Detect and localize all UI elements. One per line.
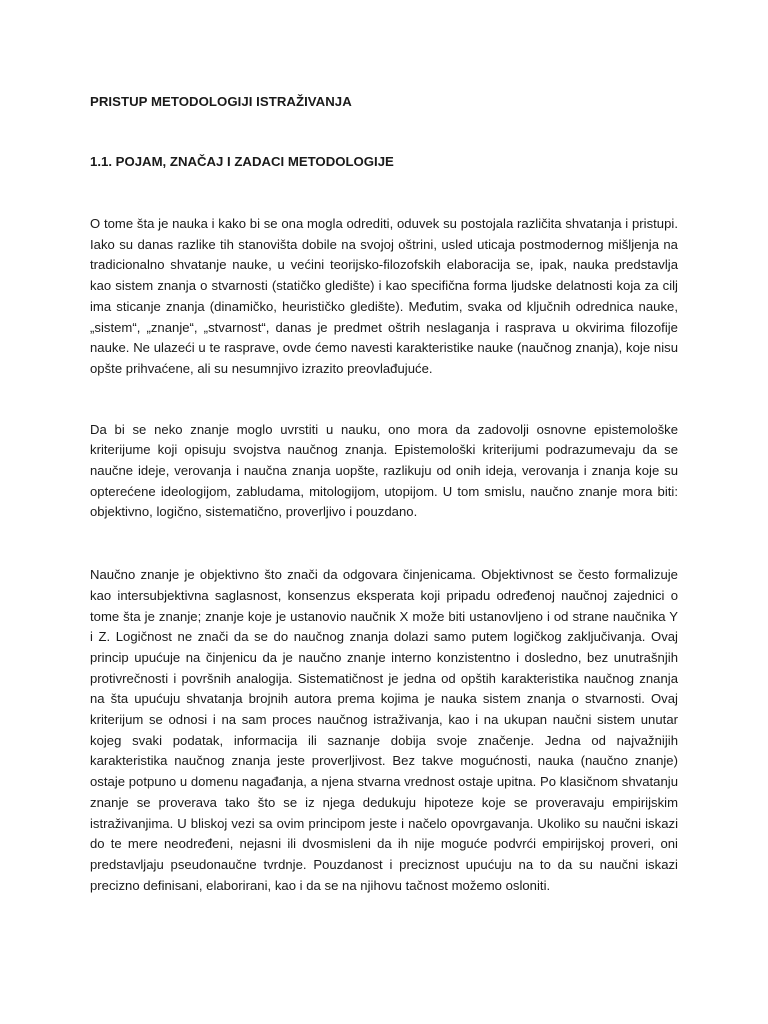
paragraph-2: Da bi se neko znanje moglo uvrstiti u nauku, ono mora da zadovolji osnovne epistemološke kriterijume koji opisuju svojstva naučnog znanja. Epistemološki kriterijumi podrazumevaju da se naučne ideje, verovanja i naučna znanja uopšte, razlikuju od onih ideja, verovanja i znanja koje su opterećene ideologijom, zabludama, mitologijom, utopijom. U tom smislu, naučno znanje mora biti: objektivno, logično, sistematično, proverljivo i pouzdano. — [90, 421, 678, 520]
document-title: PRISTUP METODOLOGIJI ISTRAŽIVANJA — [90, 94, 352, 109]
section-heading: 1.1. POJAM, ZNAČAJ I ZADACI METODOLOGIJE — [90, 154, 394, 169]
paragraph-3: Naučno znanje je objektivno što znači da odgovara činjenicama. Objektivnost se često formalizuje kao intersubjektivna saglasnost, konsenzus eksperata koji pripadu određenoj naučnoj zajednici o tome šta je znanje; znanje koje je ustanovio naučnik X može biti ustanovljeno i od strane naučnika Y i Z. Logičnost ne znači da se do naučnog znanja dolazi samo putem logičkog zaključivanja. Ovaj princip upućuje na činjenicu da je naučno znanje interno konzistentno i dosledno, bez unutrašnjih protivrečnosti i površnih analogija. Sistematičnost je jedna od opštih karakteristika naučnog znanja na šta upućuju shvatanja brojnih autora prema kojima je nauka sistem znanja o stvarnosti. Ovaj kriterijum se odnosi i na sam proces naučnog istraživanja, kao i na ukupan naučni sistem unutar kojeg svaki podatak, informacija ili saznanje dobija svoje značenje. Jedna od najvažnijih karakteristika naučnog znanja jeste proverljivost. Bez takve mogućnosti, nauka (naučno znanje) ostaje potpuno u domenu nagađanja, a njena stvarna vrednost ostaje upitna. Po klasičnom shvatanju znanje se proverava tako što se iz njega dedukuju hipoteze koje se proveravaju empirijskim istraživanjima. U bliskoj vezi sa ovim principom jeste i načelo opovrgavanja. Ukoliko su naučni iskazi do te mere neodređeni, nejasni ili dvosmisleni da ih nije moguće podvrći empirijskoj proveri, oni predstavljaju pseudonaučne tvrdnje. Pouzdanost i preciznost upućuju na to da su naučni iskazi precizno definisani, elaborirani, kao i da se na njihovu tačnost možemo osloniti. — [90, 567, 678, 893]
document-body — [90, 92, 678, 896]
paragraph-1: O tome šta je nauka i kako bi se ona mogla odrediti, oduvek su postojala različita shvatanja i pristupi. Iako su danas razlike tih stanovišta dobile na svojoj oštrini, usled uticaja postmodernog mišljenja na tradicionalno shvatanje nauke, u većini teorijsko-filozofskih elaboracija se, ipak, nauka predstavlja kao sistem znanja o stvarnosti (statičko gledište) i kao specifična forma ljudske delatnosti koja za cilj ima sticanje znanja (dinamičko, heurističko gledište). Međutim, svaka od ključnih odrednica nauke, „sistem“, „znanje“, „stvarnost“, danas je predmet oštrih neslaganja i rasprava u okvirima filozofije nauke. Ne ulazeći u te rasprave, ovde ćemo navesti karakteristike nauke (naučnog znanja), koje nisu opšte prihvaćene, ali su nesumnjivo izrazito preovlađujuće. — [90, 216, 678, 376]
